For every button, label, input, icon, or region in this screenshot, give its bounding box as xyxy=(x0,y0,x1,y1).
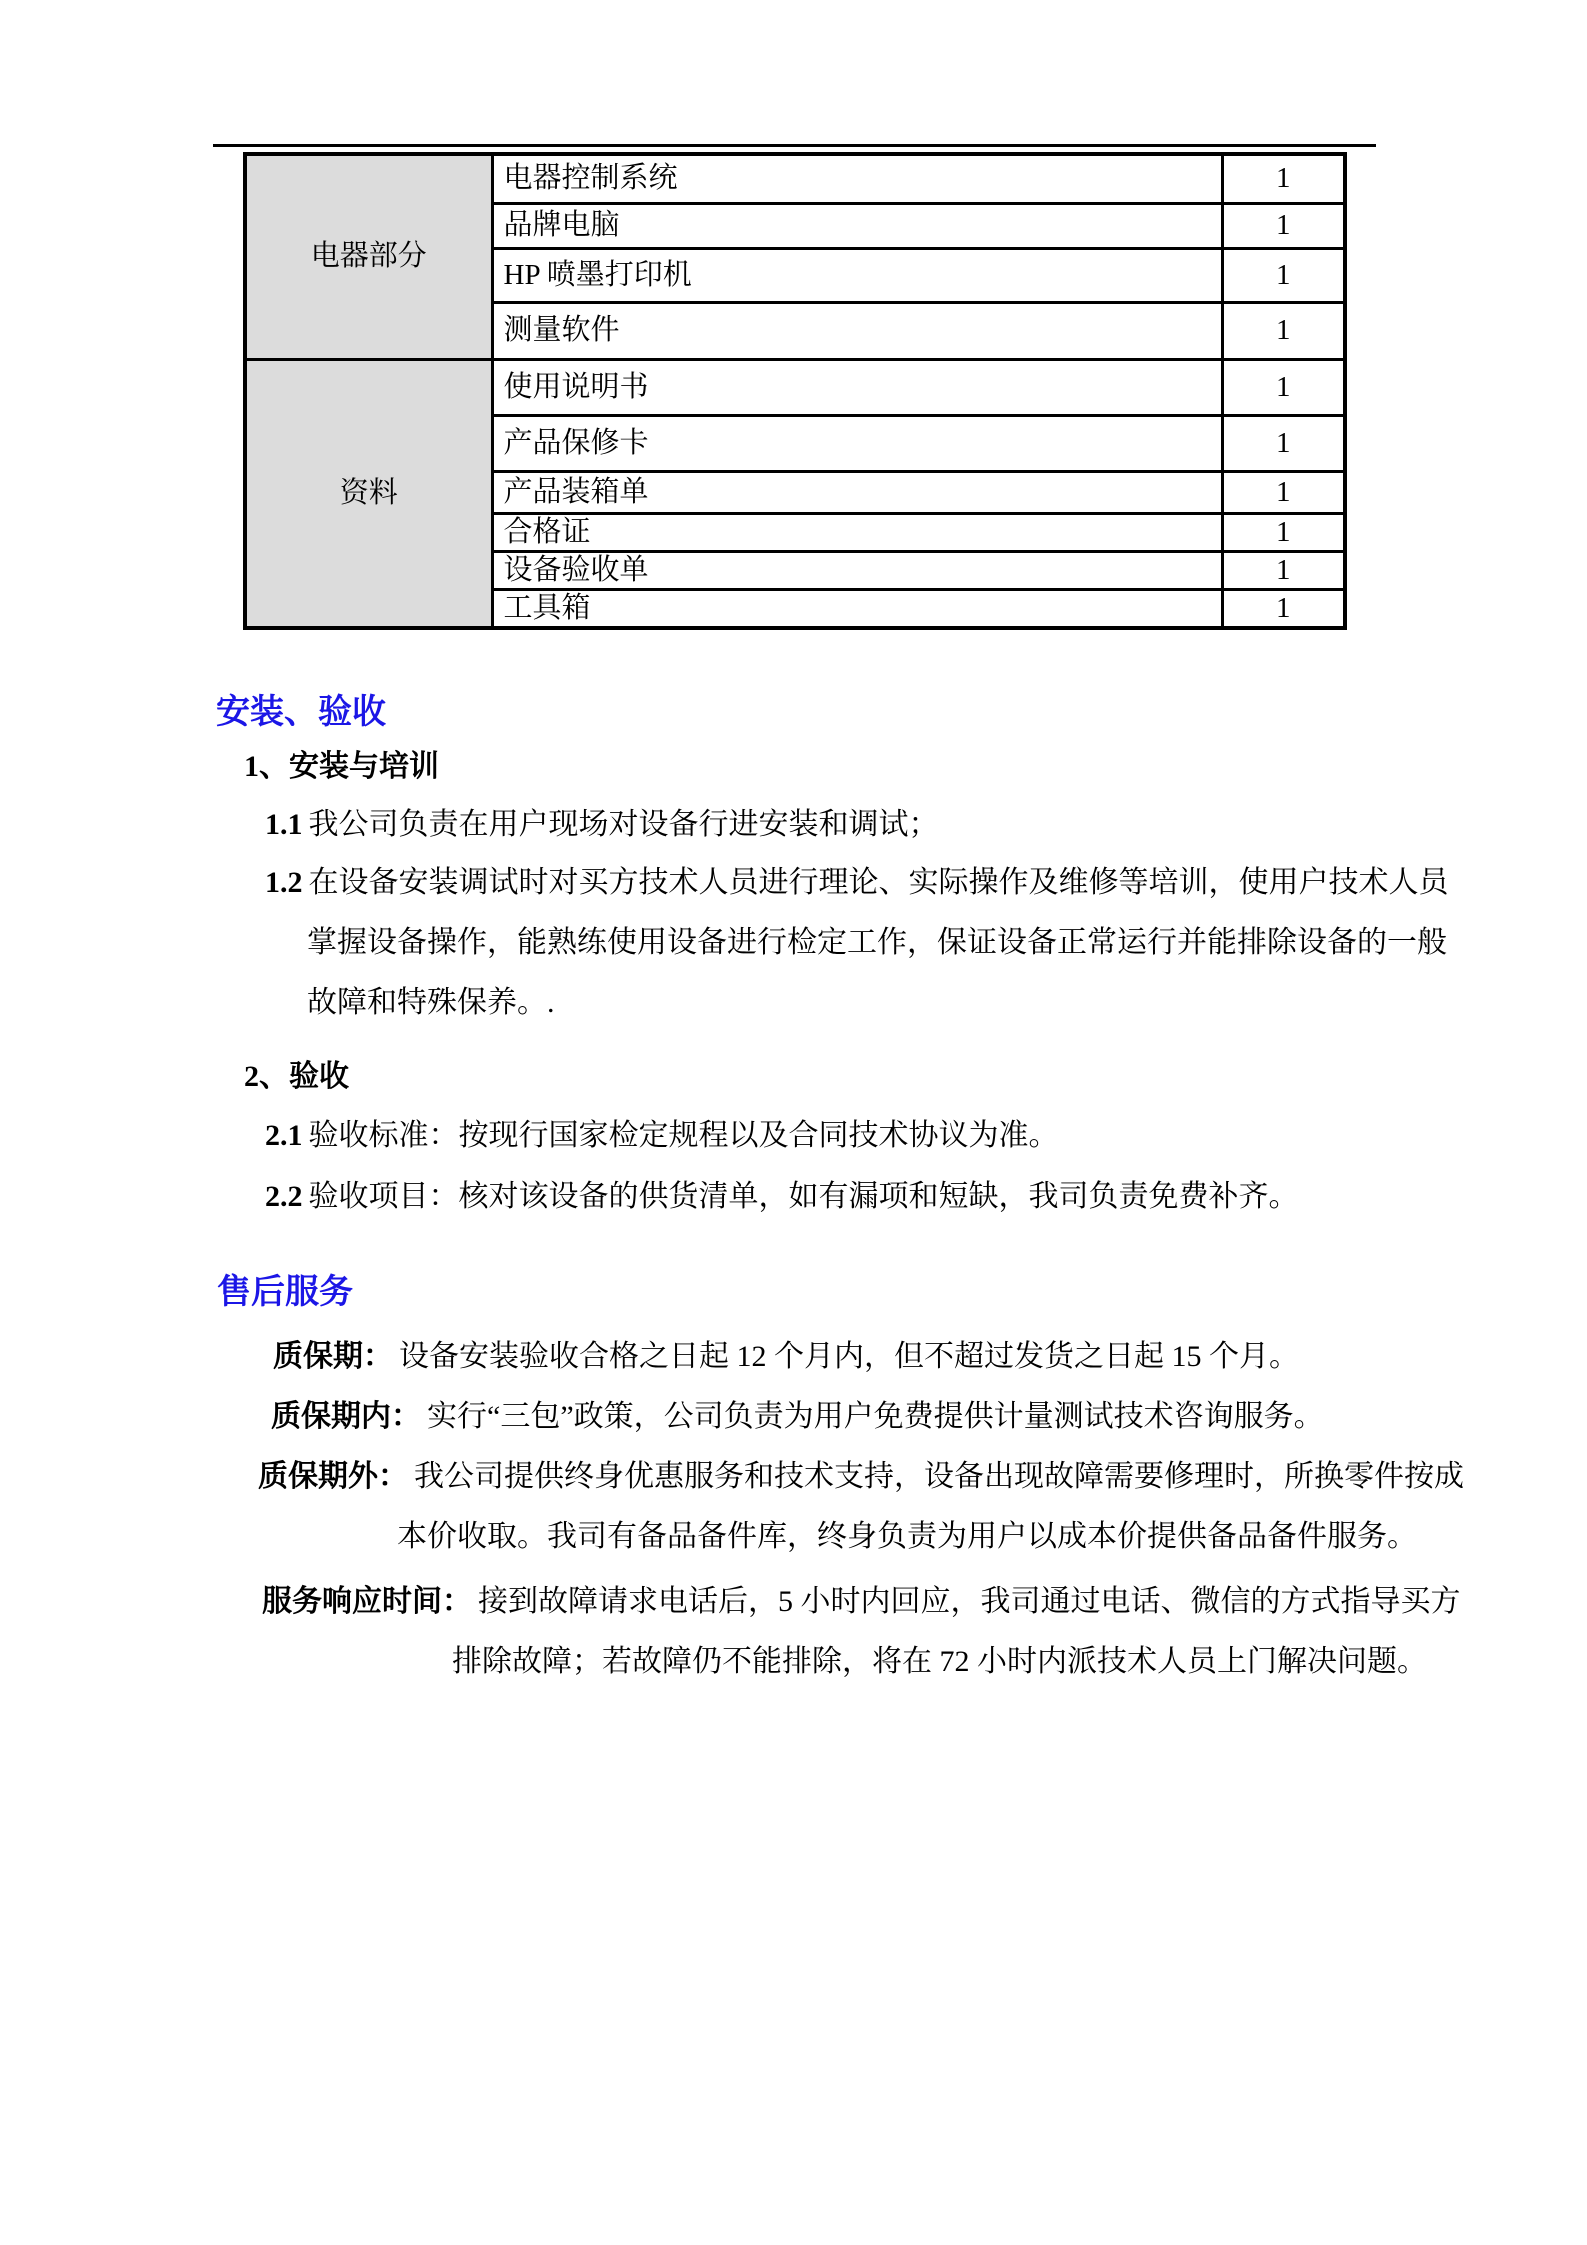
para-2-2 xyxy=(265,1167,1299,1227)
item-qty-cell: 1 xyxy=(1222,302,1345,359)
item-name-cell: 产品装箱单 xyxy=(492,471,1222,513)
text-line: 故障和特殊保养。. xyxy=(307,986,555,1019)
group-label-cell: 资料 xyxy=(245,359,492,628)
section-heading-service: 售后服务 xyxy=(217,1274,353,1311)
item-name-cell: 测量软件 xyxy=(492,302,1222,359)
list-title-text: 验收 xyxy=(289,1060,349,1093)
group-label-cell: 电器部分 xyxy=(245,154,492,359)
text-line: 排除故障；若故障仍不能排除，将在 72 小时内派技术人员上门解决问题。 xyxy=(452,1645,1427,1678)
item-qty-cell: 1 xyxy=(1222,471,1345,513)
item-qty-cell: 1 xyxy=(1222,203,1345,248)
list-number: 1、 xyxy=(244,750,289,783)
table-row xyxy=(245,154,1345,203)
item-qty-cell: 1 xyxy=(1222,513,1345,551)
para-label: 质保期： xyxy=(273,1340,393,1373)
para-number: 1.2 xyxy=(265,866,303,899)
para-number: 1.1 xyxy=(265,808,303,841)
para-text: 接到故障请求电话后，5 小时内回应，我司通过电话、微信的方式指导买方 xyxy=(478,1585,1461,1618)
para-in-warranty xyxy=(271,1387,1324,1447)
item-qty-cell: 1 xyxy=(1222,551,1345,589)
item-qty-cell: 1 xyxy=(1222,415,1345,471)
para-text: 我公司负责在用户现场对设备行进安装和调试； xyxy=(308,808,939,841)
para-out-warranty xyxy=(258,1447,1464,1567)
para-text: 实行“三包”政策，公司负责为用户免费提供计量测试技术咨询服务。 xyxy=(427,1400,1324,1433)
para-response-time xyxy=(262,1572,1461,1692)
item-name-cell: 产品保修卡 xyxy=(492,415,1222,471)
para-text: 设备安装验收合格之日起 12 个月内，但不超过发货之日起 15 个月。 xyxy=(399,1340,1299,1373)
para-label: 质保期内： xyxy=(271,1400,421,1433)
item-name-cell: 合格证 xyxy=(492,513,1222,551)
item-name-cell: 品牌电脑 xyxy=(492,203,1222,248)
para-2-1 xyxy=(265,1106,1059,1166)
list-title-acceptance xyxy=(244,1047,349,1107)
text-line: 掌握设备操作，能熟练使用设备进行检定工作，保证设备正常运行并能排除设备的一般 xyxy=(307,926,1447,959)
list-title-install-training xyxy=(244,737,439,797)
item-name-cell: 工具箱 xyxy=(492,589,1222,628)
item-name-cell: HP 喷墨打印机 xyxy=(492,248,1222,302)
item-qty-cell: 1 xyxy=(1222,359,1345,415)
item-name-cell: 电器控制系统 xyxy=(492,154,1222,203)
para-1-2 xyxy=(265,853,1449,1033)
text-line xyxy=(262,1572,1461,1632)
para-warranty xyxy=(273,1327,1299,1387)
list-number: 2、 xyxy=(244,1060,289,1093)
para-text: 验收项目：核对该设备的供货清单，如有漏项和短缺，我司负责免费补齐。 xyxy=(308,1180,1299,1213)
item-name-cell: 使用说明书 xyxy=(492,359,1222,415)
para-text: 在设备安装调试时对买方技术人员进行理论、实际操作及维修等培训，使用户技术人员 xyxy=(308,866,1449,899)
header-rule xyxy=(213,144,1376,147)
packing-list-table xyxy=(243,152,1347,630)
text-line: 本价收取。我司有备品备件库，终身负责为用户以成本价提供备品备件服务。 xyxy=(397,1520,1417,1553)
item-qty-cell: 1 xyxy=(1222,589,1345,628)
text-line xyxy=(258,1447,1464,1507)
para-1-1 xyxy=(265,795,939,855)
item-qty-cell: 1 xyxy=(1222,248,1345,302)
para-text: 验收标准：按现行国家检定规程以及合同技术协议为准。 xyxy=(308,1119,1059,1152)
item-name-cell: 设备验收单 xyxy=(492,551,1222,589)
para-label: 服务响应时间： xyxy=(262,1585,472,1618)
table-row xyxy=(245,359,1345,415)
list-title-text: 安装与培训 xyxy=(289,750,439,783)
section-heading-install: 安装、验收 xyxy=(216,694,386,731)
para-label: 质保期外： xyxy=(258,1460,408,1493)
item-qty-cell: 1 xyxy=(1222,154,1345,203)
text-line xyxy=(265,853,1449,913)
para-text: 我公司提供终身优惠服务和技术支持，设备出现故障需要修理时，所换零件按成 xyxy=(414,1460,1464,1493)
para-number: 2.2 xyxy=(265,1180,303,1213)
para-number: 2.1 xyxy=(265,1119,303,1152)
